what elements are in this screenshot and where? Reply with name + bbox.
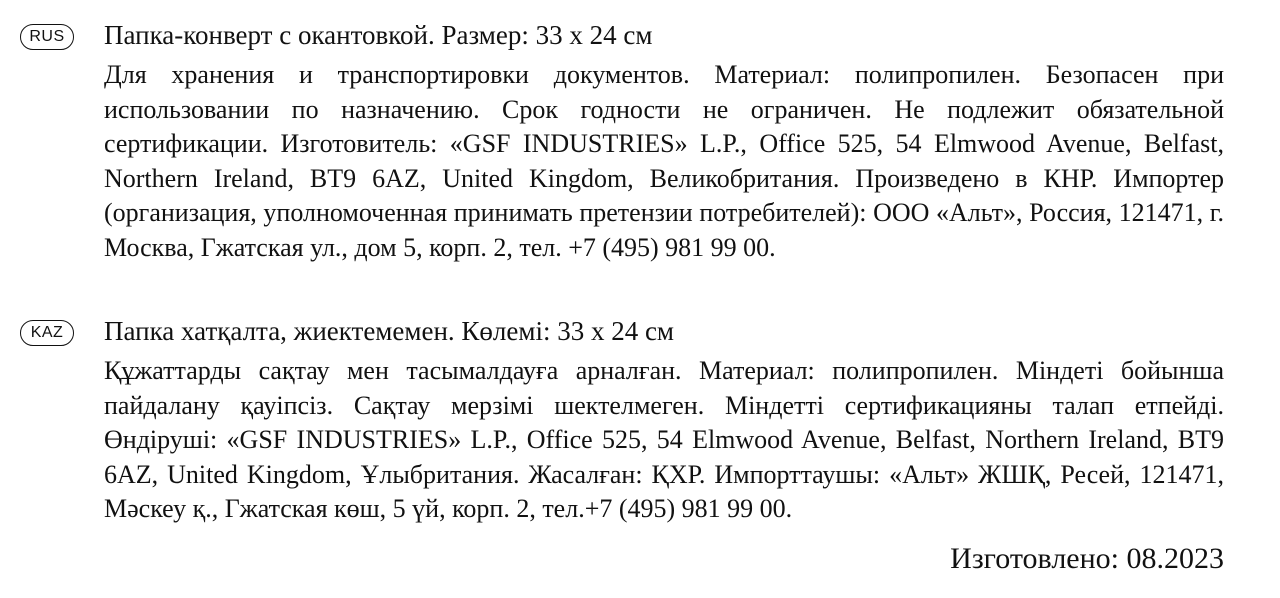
- kaz-description: Құжаттарды сақтау мен тасымалдауға арналған. Материал: полипропилен. Міндеті бойынша пайдалану қауіпсіз. Сақтау мерзімі шектелмеген. Міндетті сертификацияны талап етпейді. Өндіруші: «GSF INDUSTRIES» L.P., Office 525, 54 Elmwood Avenue, Belfast, Northern Ireland, BT9 6AZ, United Kingdom, Ұлыбритания. Жасалған: ҚХР. Импорттаушы: «Альт» ЖШҚ, Ресей, 121471, Мәскеу қ., Гжатская көш, 5 үй, корп. 2, тел.+7 (495) 981 99 00.: [104, 356, 1224, 523]
- rus-language-badge: RUS: [20, 24, 74, 50]
- rus-product-title: Папка-конверт с окантовкой. Размер: 33 х 24 см: [104, 20, 653, 50]
- kaz-product-title: Папка хатқалта, жиектемемен. Көлемі: 33 х 24 см: [104, 316, 675, 346]
- rus-description: Для хранения и транспортировки документов. Материал: полипропилен. Безопасен при использовании по назначению. Срок годности не ограничен. Не подлежит обязательной сертификации. Изготовитель: «GSF INDUSTRIES» L.P., Office 525, 54 Elmwood Avenue, Belfast, Northern Ireland, BT9 6AZ, United Kingdom, Великобритания. Произведено в КНР. Импортер (организация, уполномоченная принимать претензии потребителей): ООО «Альт», Россия, 121471, г. Москва, Гжатская ул., дом 5, корп. 2, тел. +7 (495) 981 99 00.: [104, 60, 1224, 262]
- manufacture-date: Изготовлено: 08.2023: [950, 542, 1224, 575]
- kaz-language-badge: KAZ: [20, 320, 74, 346]
